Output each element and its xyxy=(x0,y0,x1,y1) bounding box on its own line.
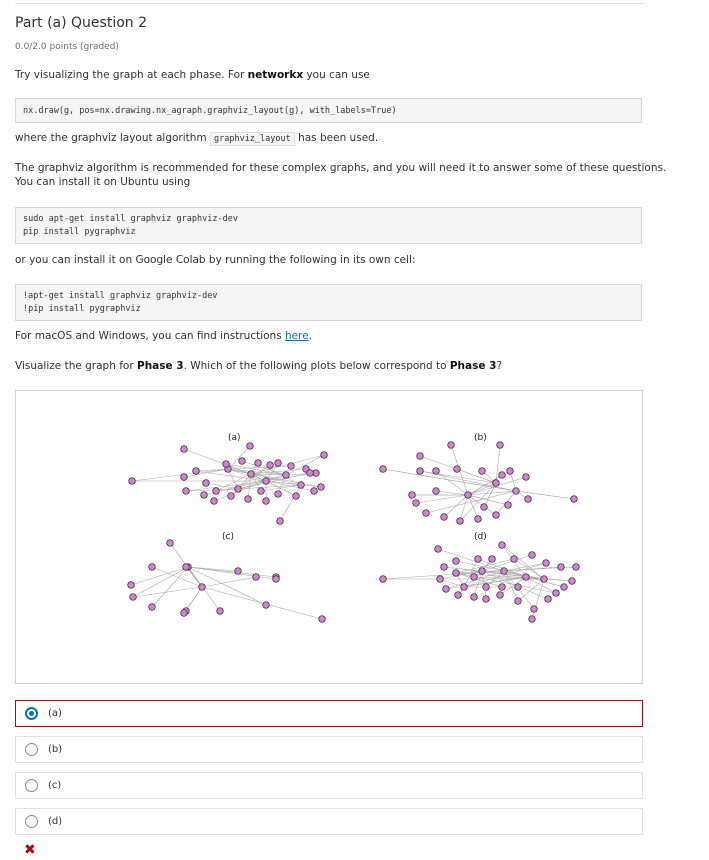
option-d[interactable] xyxy=(15,808,643,835)
graph-node xyxy=(465,492,472,499)
code-line: sudo apt-get install graphviz graphviz-dev xyxy=(23,214,238,224)
graph-node xyxy=(511,556,518,563)
graph-node xyxy=(483,596,490,603)
graph-node xyxy=(313,470,320,477)
graph-node xyxy=(433,488,440,495)
panel-label-d: (d) xyxy=(474,532,487,542)
graph-node xyxy=(275,460,282,467)
recommend-line1: The graphviz algorithm is recommended for these complex graphs, and you will need it to answer some of these questions. xyxy=(15,162,667,174)
graph-figure xyxy=(15,390,643,684)
graph-node xyxy=(248,471,255,478)
graph-node xyxy=(183,564,190,571)
graph-node xyxy=(181,446,188,453)
graph-node xyxy=(417,468,424,475)
graph-node xyxy=(247,443,254,450)
graph-node xyxy=(283,472,290,479)
graph-node xyxy=(435,546,442,553)
option-c[interactable] xyxy=(15,772,643,799)
graph-node xyxy=(499,542,506,549)
graph-node xyxy=(553,590,560,597)
graph-node xyxy=(541,576,548,583)
graph-node xyxy=(525,496,532,503)
code-line: !pip install pygraphviz xyxy=(23,304,141,314)
graph-node xyxy=(253,574,260,581)
code-line: !apt-get install graphviz graphviz-dev xyxy=(23,291,218,301)
graph-node xyxy=(235,568,242,575)
graph-edge xyxy=(504,567,561,571)
graph-node xyxy=(507,468,514,475)
graph-node xyxy=(543,560,550,567)
graph-node xyxy=(479,568,486,575)
graph-node xyxy=(211,498,218,505)
layout-sentence xyxy=(15,131,378,146)
visualize-mid: . Which of the following plots below correspond to xyxy=(183,360,450,372)
option-label: (c) xyxy=(48,780,62,791)
graph-node xyxy=(263,498,270,505)
points-status: 0.0/2.0 points (graded) xyxy=(15,42,119,52)
graph-node xyxy=(263,478,270,485)
graph-node xyxy=(471,574,478,581)
graph-node xyxy=(128,582,135,589)
graph-node xyxy=(181,474,188,481)
graph-node xyxy=(499,584,506,591)
graph-node xyxy=(531,606,538,613)
graph-node xyxy=(417,453,424,460)
graph-node xyxy=(545,596,552,603)
graph-node xyxy=(318,484,325,491)
top-divider xyxy=(15,3,644,4)
graph-node xyxy=(453,558,460,565)
graph-node xyxy=(523,574,530,581)
panel-label-b: (b) xyxy=(474,433,487,443)
graph-node xyxy=(423,510,430,517)
graph-edge xyxy=(468,495,508,505)
graph-plots-svg xyxy=(16,391,642,683)
graph-node xyxy=(193,468,200,475)
graph-node xyxy=(453,570,460,577)
graph-node xyxy=(457,518,464,525)
visualize-bold1: Phase 3 xyxy=(137,360,184,372)
graph-node xyxy=(228,493,235,500)
graph-node xyxy=(288,463,295,470)
visualize-pre: Visualize the graph for xyxy=(15,360,137,372)
panel-label-a: (a) xyxy=(228,433,241,443)
graph-node xyxy=(571,496,578,503)
code-block-ubuntu xyxy=(15,207,642,244)
graph-node xyxy=(201,492,208,499)
recommend-line2: You can install it on Ubuntu using xyxy=(15,176,191,188)
graph-node xyxy=(245,496,252,503)
graph-node xyxy=(529,552,536,559)
graph-node xyxy=(479,468,486,475)
graph-node xyxy=(515,584,522,591)
graph-node xyxy=(475,516,482,523)
graph-node xyxy=(239,458,246,465)
graph-node xyxy=(223,461,230,468)
graph-node xyxy=(433,468,440,475)
radio-button-b[interactable] xyxy=(25,743,38,756)
graph-node xyxy=(523,474,530,481)
graph-node xyxy=(181,610,188,617)
code-block-draw xyxy=(15,98,642,123)
inline-code-graphviz-layout: graphviz_layout xyxy=(210,132,295,146)
code-block-colab xyxy=(15,284,642,321)
graph-node xyxy=(481,504,488,511)
graph-node xyxy=(489,556,496,563)
graph-node xyxy=(437,576,444,583)
graph-node xyxy=(293,493,300,500)
graph-edge xyxy=(202,577,256,587)
macos-pre: For macOS and Windows, you can find instructions xyxy=(15,330,286,342)
graph-node xyxy=(258,488,265,495)
graph-node xyxy=(443,586,450,593)
intro-text xyxy=(15,68,370,82)
graph-edge xyxy=(457,469,496,483)
graph-node xyxy=(255,460,262,467)
graph-node xyxy=(129,478,136,485)
graph-node xyxy=(505,502,512,509)
graph-node xyxy=(515,598,522,605)
graph-node xyxy=(267,462,274,469)
graph-node xyxy=(461,584,468,591)
graph-node xyxy=(441,514,448,521)
code-line: pip install pygraphviz xyxy=(23,227,136,237)
graph-edge xyxy=(133,587,202,597)
graph-node xyxy=(454,466,461,473)
graph-node xyxy=(380,466,387,473)
panel-label-c: (c) xyxy=(222,532,234,542)
graph-node xyxy=(501,568,508,575)
graph-node xyxy=(149,564,156,571)
graph-node xyxy=(475,556,482,563)
graph-node xyxy=(217,608,224,615)
graph-edge xyxy=(228,446,250,469)
graph-node xyxy=(263,602,270,609)
graph-node xyxy=(321,452,328,459)
incorrect-icon: ✖ xyxy=(24,842,36,858)
graph-node xyxy=(307,470,314,477)
graph-node xyxy=(213,488,220,495)
graph-edge xyxy=(280,485,301,521)
graph-node xyxy=(493,480,500,487)
radio-button-d[interactable] xyxy=(25,815,38,828)
option-label: (b) xyxy=(48,744,63,755)
graph-edge xyxy=(532,579,544,619)
graph-node xyxy=(409,492,416,499)
graph-node xyxy=(298,482,305,489)
visualize-post: ? xyxy=(496,360,503,372)
graph-edge xyxy=(188,567,276,579)
graph-node xyxy=(149,604,156,611)
visualize-text xyxy=(15,359,502,373)
option-b[interactable] xyxy=(15,736,643,763)
graph-node xyxy=(130,594,137,601)
graph-node xyxy=(561,584,568,591)
option-label: (a) xyxy=(48,708,62,719)
graph-node xyxy=(529,616,536,623)
graph-node xyxy=(441,564,448,571)
graph-node xyxy=(275,491,282,498)
graph-node xyxy=(558,564,565,571)
option-label: (d) xyxy=(48,816,63,827)
graph-node xyxy=(497,592,504,599)
graph-node xyxy=(455,592,462,599)
colab-text: or you can install it on Google Colab by running the following in its own cell: xyxy=(15,254,416,266)
graph-edge xyxy=(261,485,301,491)
layout-pre: where the graphviz layout algorithm xyxy=(15,132,210,144)
macos-post: . xyxy=(308,330,313,342)
graph-edge xyxy=(132,469,228,481)
graph-node xyxy=(273,576,280,583)
graph-node xyxy=(513,488,520,495)
question-title: Part (a) Question 2 xyxy=(15,15,148,31)
macos-text xyxy=(15,329,312,343)
layout-post: has been used. xyxy=(294,132,379,144)
graph-node xyxy=(203,480,210,487)
graph-node xyxy=(380,576,387,583)
graph-node xyxy=(311,488,318,495)
graph-node xyxy=(448,442,455,449)
graph-node xyxy=(413,500,420,507)
radio-button-a[interactable] xyxy=(25,707,38,720)
instructions-link[interactable]: here xyxy=(285,330,309,342)
graph-node xyxy=(569,578,576,585)
recommend-text xyxy=(15,161,666,189)
visualize-bold2: Phase 3 xyxy=(449,360,497,372)
graph-node xyxy=(471,594,478,601)
graph-node xyxy=(199,584,206,591)
graph-node xyxy=(573,564,580,571)
radio-button-c[interactable] xyxy=(25,779,38,792)
graph-node xyxy=(493,512,500,519)
graph-node xyxy=(235,486,242,493)
graph-node xyxy=(167,540,174,547)
graph-node xyxy=(497,442,504,449)
intro-bold: networkx xyxy=(247,69,304,81)
intro-pre: Try visualizing the graph at each phase. For xyxy=(15,69,248,81)
graph-edge xyxy=(152,567,188,607)
option-a[interactable] xyxy=(15,700,643,727)
graph-node xyxy=(277,518,284,525)
graph-node xyxy=(183,488,190,495)
graph-node xyxy=(319,616,326,623)
graph-node xyxy=(483,584,490,591)
intro-post: you can use xyxy=(303,69,370,81)
graph-node xyxy=(499,472,506,479)
code-line: nx.draw(g, pos=nx.drawing.nx_agraph.graphviz_layout(g), with_labels=True) xyxy=(23,106,397,116)
